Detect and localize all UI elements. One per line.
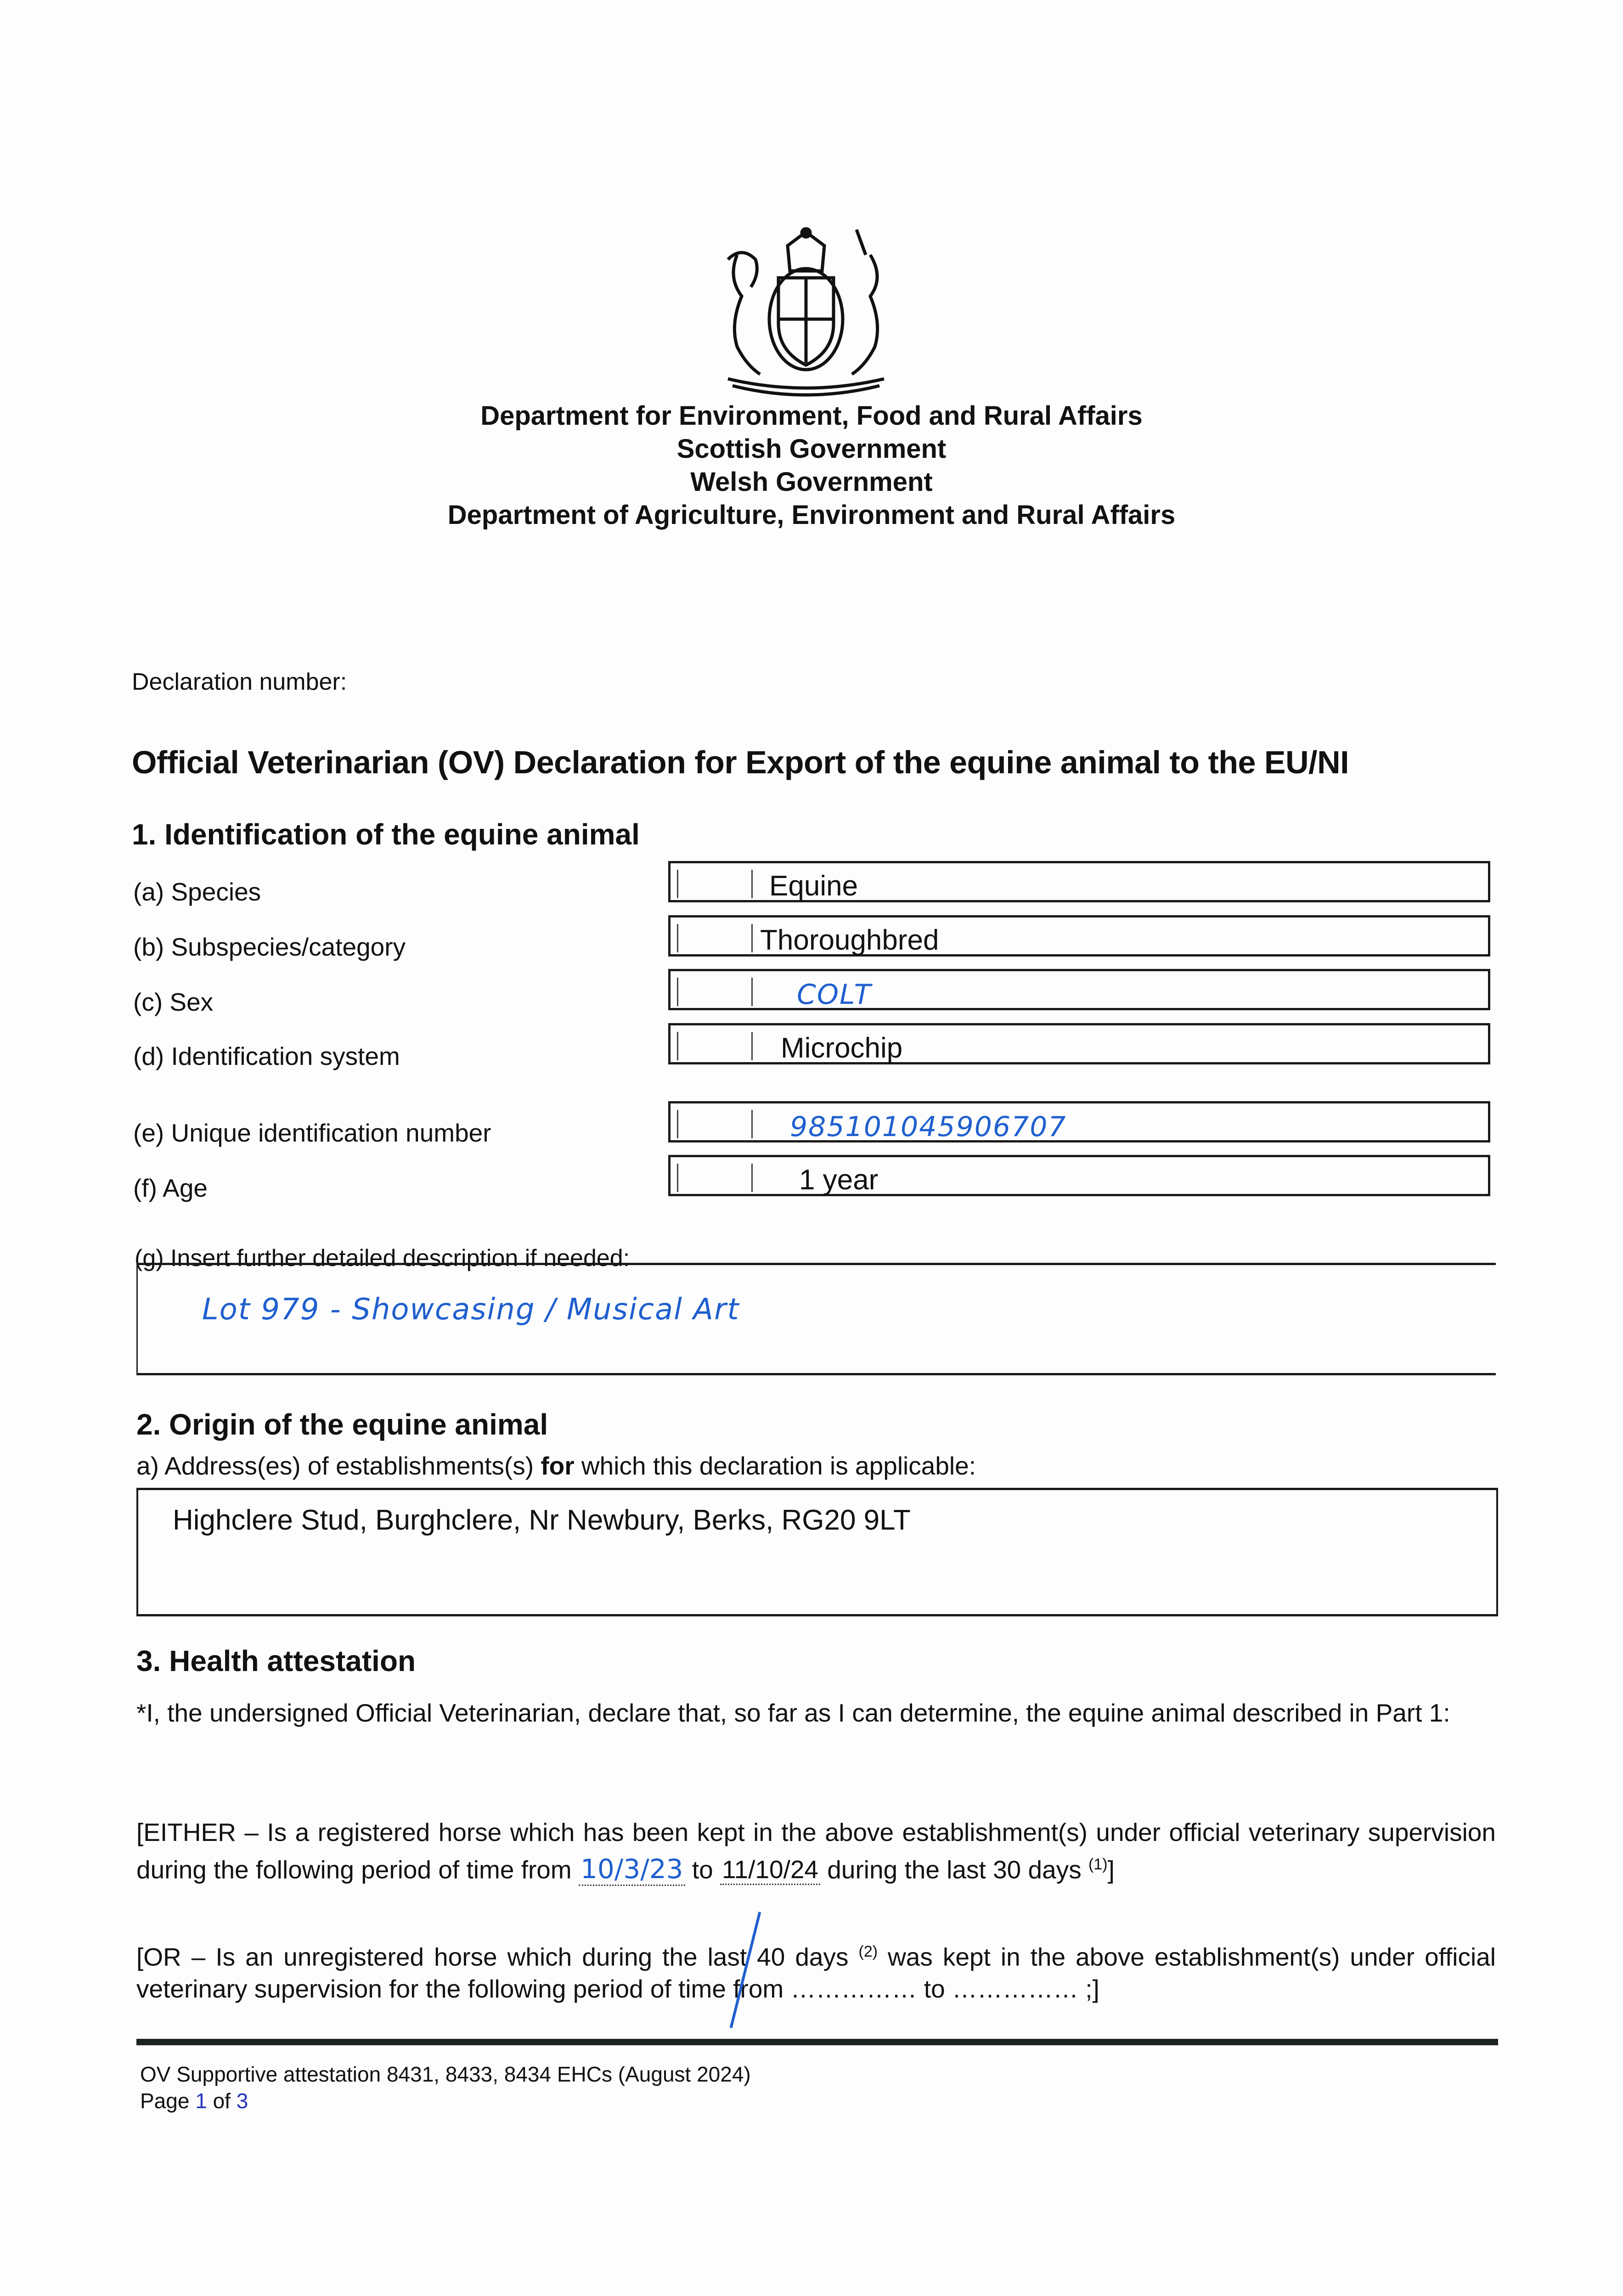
either-to-word: to: [685, 1855, 721, 1884]
or-clause: [136, 1936, 1496, 2005]
field-divider: [751, 924, 753, 952]
page-word: Page: [140, 2089, 196, 2113]
royal-coat-of-arms-icon: [710, 227, 902, 397]
section-2-heading: 2. Origin of the equine animal: [136, 1408, 548, 1441]
field-divider: [677, 1164, 678, 1192]
section-1-heading: 1. Identification of the equine animal: [132, 818, 640, 851]
identification-system-field[interactable]: [668, 1023, 1490, 1064]
or-text: [OR – Is an unregistered horse which during the last 40 days: [136, 1942, 859, 1971]
field-divider: [677, 870, 678, 898]
declaration-number-label: Declaration number:: [132, 669, 347, 695]
field-divider: [677, 978, 678, 1006]
either-clause: [136, 1816, 1496, 1885]
description-field[interactable]: [136, 1263, 1496, 1375]
subspecies-field[interactable]: [668, 915, 1490, 957]
health-attestation-intro: *I, the undersigned Official Veterinarian, declare that, so far as I can determine, the equine animal described in Part 1:: [136, 1699, 1450, 1727]
either-text: [EITHER – Is a registered horse which has been kept in the above establishment(s) under official veterinary supervision during the following period of time from: [136, 1818, 1496, 1884]
field-divider: [677, 1032, 678, 1060]
address-label-text: which this declaration is applicable:: [574, 1452, 976, 1480]
department-list: [0, 400, 1623, 532]
subspecies-label: (b) Subspecies/category: [133, 933, 406, 961]
description-label: (g) Insert further detailed description if needed:: [135, 1245, 630, 1272]
page-total: 3: [236, 2089, 248, 2113]
sex-value: COLT: [797, 979, 872, 1011]
age-label: (f) Age: [133, 1174, 208, 1202]
declaration-number-field[interactable]: [381, 666, 795, 698]
document-title: Official Veterinarian (OV) Declaration for Export of the equine animal to the EU/NI: [132, 744, 1349, 780]
page-of: of: [207, 2089, 237, 2113]
field-divider: [677, 924, 678, 952]
department-defra: Department for Environment, Food and Rural Affairs: [480, 401, 1143, 431]
either-text: during the last 30 days: [820, 1855, 1089, 1884]
page-current: 1: [195, 2089, 207, 2113]
address-label: [136, 1451, 976, 1480]
sex-label: (c) Sex: [133, 988, 214, 1016]
either-close: ]: [1107, 1855, 1115, 1884]
address-label-bold: for: [541, 1452, 575, 1480]
age-value: 1 year: [799, 1164, 879, 1196]
footnote-ref-2: (2): [858, 1943, 878, 1960]
page-indicator: [140, 2088, 248, 2113]
footnote-ref-1: (1): [1088, 1856, 1108, 1873]
subspecies-value: Thoroughbred: [760, 924, 939, 956]
field-divider: [751, 1110, 753, 1138]
age-field[interactable]: [668, 1155, 1490, 1196]
footer-divider: [136, 2039, 1498, 2045]
address-field[interactable]: [136, 1488, 1498, 1616]
department-welsh-government: Welsh Government: [690, 467, 933, 497]
field-divider: [751, 1164, 753, 1192]
species-label: (a) Species: [133, 878, 261, 906]
department-scottish-government: Scottish Government: [676, 434, 947, 464]
field-divider: [751, 1032, 753, 1060]
unique-id-value: 985101045906707: [790, 1111, 1067, 1143]
unique-id-label: (e) Unique identification number: [133, 1119, 491, 1147]
department-daera: Department of Agriculture, Environment and Rural Affairs: [447, 500, 1176, 530]
species-value: Equine: [769, 870, 858, 902]
address-value: Highclere Stud, Burghclere, Nr Newbury, Berks, RG20 9LT: [173, 1504, 911, 1536]
unique-id-field[interactable]: [668, 1101, 1490, 1142]
either-to-date[interactable]: 11/10/24: [720, 1855, 820, 1885]
identification-system-value: Microchip: [781, 1032, 903, 1064]
description-value: Lot 979 - Showcasing / Musical Art: [202, 1293, 740, 1327]
form-reference: OV Supportive attestation 8431, 8433, 8434 EHCs (August 2024): [140, 2062, 751, 2086]
or-text: was kept in the above establishment(s) under official veterinary supervision for the following period of time from …………… to …………… ;]: [136, 1942, 1496, 2003]
species-field[interactable]: [668, 861, 1490, 902]
address-label-text: a) Address(es) of establishments(s): [136, 1452, 541, 1480]
field-divider: [677, 1110, 678, 1138]
field-divider: [751, 978, 753, 1006]
section-3-heading: 3. Health attestation: [136, 1644, 416, 1677]
field-divider: [751, 870, 753, 898]
identification-system-label: (d) Identification system: [133, 1042, 400, 1070]
sex-field[interactable]: [668, 969, 1490, 1010]
either-from-date[interactable]: 10/3/23: [579, 1853, 685, 1886]
